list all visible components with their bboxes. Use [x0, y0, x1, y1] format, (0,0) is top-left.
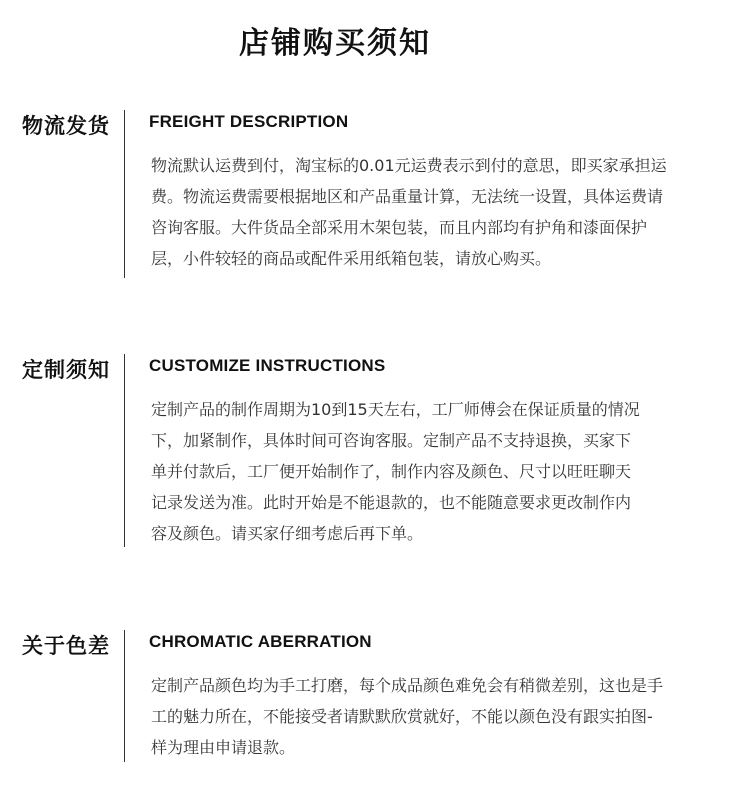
body-line: 工的魅力所在，不能接受者请默默欣赏就好，不能以颜色没有跟实拍图-: [151, 707, 653, 726]
section-divider: [124, 354, 125, 547]
section-label-customize: 定制须知: [22, 358, 110, 382]
section-divider: [124, 630, 125, 762]
body-line: 定制产品的制作周期为10到15天左右，工厂师傅会在保证质量的情况: [151, 400, 640, 419]
section-divider: [124, 110, 125, 278]
body-line: 容及颜色。请买家仔细考虑后再下单。: [151, 524, 424, 543]
page-title: 店铺购买须知: [239, 26, 431, 61]
body-line: 单并付款后，工厂便开始制作了，制作内容及颜色、尺寸以旺旺聊天: [151, 462, 632, 481]
section-body-freight: [151, 150, 667, 274]
body-line: 咨询客服。大件货品全部采用木架包装，而且内部均有护角和漆面保护: [151, 218, 648, 237]
section-heading-chromatic: CHROMATIC ABERRATION: [149, 632, 372, 651]
section-label-chromatic: 关于色差: [22, 634, 110, 658]
section-body-customize: [151, 394, 640, 549]
body-line: 定制产品颜色均为手工打磨，每个成品颜色难免会有稍微差别，这也是手: [151, 676, 664, 695]
body-line: 样为理由申请退款。: [151, 738, 296, 757]
body-line: 费。物流运费需要根据地区和产品重量计算，无法统一设置，具体运费请: [151, 187, 664, 206]
body-line: 记录发送为准。此时开始是不能退款的，也不能随意要求更改制作内: [151, 493, 632, 512]
section-heading-customize: CUSTOMIZE INSTRUCTIONS: [149, 356, 386, 375]
section-label-freight: 物流发货: [22, 114, 110, 138]
body-line: 物流默认运费到付，淘宝标的0.01元运费表示到付的意思，即买家承担运: [151, 156, 667, 175]
body-line: 层，小件较轻的商品或配件采用纸箱包装，请放心购买。: [151, 249, 552, 268]
body-line: 下，加紧制作，具体时间可咨询客服。定制产品不支持退换，买家下: [151, 431, 632, 450]
section-heading-freight: FREIGHT DESCRIPTION: [149, 112, 349, 131]
section-body-chromatic: [151, 670, 663, 763]
